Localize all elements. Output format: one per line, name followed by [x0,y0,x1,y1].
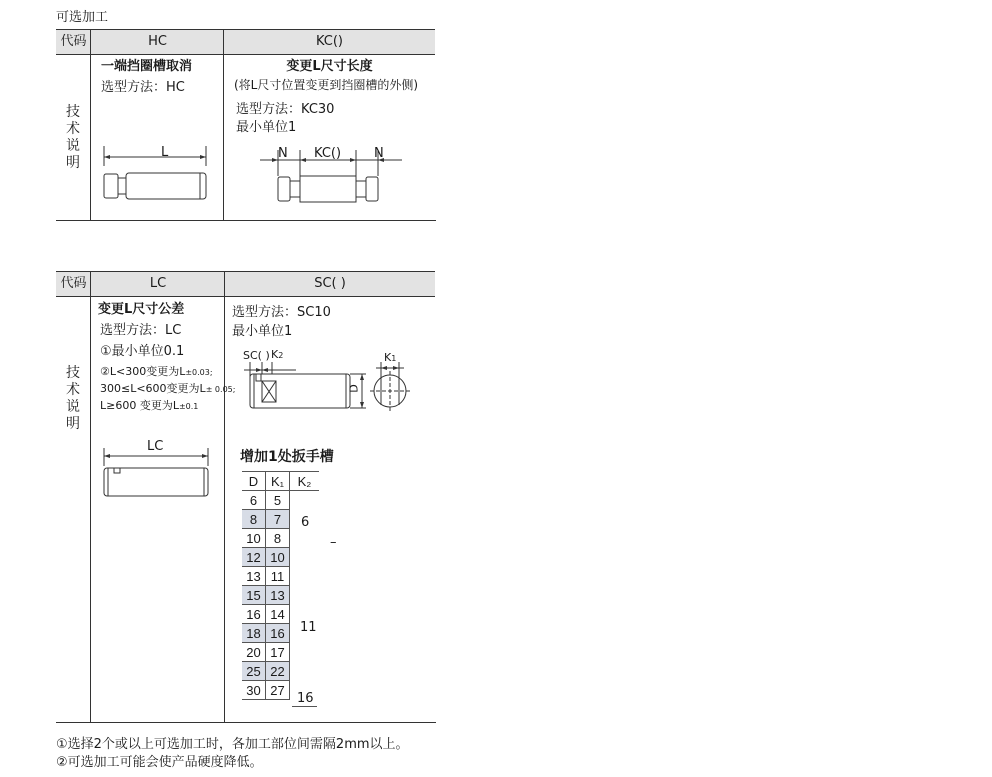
section2-side-label: 技术说明 [66,365,80,432]
table-cell-d: 30 [242,681,266,700]
table-cell-d: 6 [242,491,266,510]
table-cell-k2 [290,548,320,567]
table-cell-k2 [290,643,320,662]
section1-hc-header: HC [148,34,167,49]
table-cell-k1: 8 [266,529,290,548]
section2-divider [90,271,91,723]
hc-name: 一端挡圈槽取消 [101,59,193,74]
table-cell-k2 [290,529,320,548]
lc-note2-line1: ②L<300变更为L±0.03; [100,365,213,378]
wrench-slot-table [242,471,319,700]
footnote-2: ②可选加工可能会使产品硬度降低。 [56,755,263,770]
table-cell-k2 [290,567,320,586]
footnote-1: ①选择2个或以上可选加工时，各加工部位间需隔2mm以上。 [56,737,409,752]
hc-dim-label: L [161,145,169,160]
section2-divider [224,271,225,723]
table-header-k1: K₁ [266,472,290,491]
table-cell-k1: 7 [266,510,290,529]
section1-kc-header: KC() [315,34,344,49]
section1-divider [90,29,91,221]
sc-method: 选型方法：SC10 [232,305,331,320]
k2-group3: 16 [297,691,314,706]
sc-unit: 最小单位1 [232,324,293,339]
sc-dim-d: D [347,384,361,393]
table-cell-k1: 13 [266,586,290,605]
kc-method: 选型方法：KC30 [236,102,335,117]
sc-dim-k1: K1 [384,351,397,364]
table-cell-k1: 10 [266,548,290,567]
hc-method: 选型方法：HC [101,80,185,95]
table-cell-d: 10 [242,529,266,548]
table-cell-k1: 22 [266,662,290,681]
section1-bottom-border [56,220,436,221]
table-row [242,567,319,586]
table-cell-k1: 5 [266,491,290,510]
k2-group1: 6 [301,515,310,530]
table-cell-k1: 11 [266,567,290,586]
table-row [242,662,319,681]
section2-lc-header: LC [149,276,167,291]
section2-code-header: 代码 [60,276,87,291]
kc-dim-n-left: N [278,146,288,161]
table-cell-d: 8 [242,510,266,529]
wrench-slot-title: 增加1处扳手槽 [240,449,334,465]
kc-dim-kc: KC() [314,146,342,161]
sc-dim-sc: SC( ) [243,349,270,362]
lc-note2-line2: 300≤L<600变更为L± 0.05; [100,382,236,395]
table-row [242,491,319,510]
section1-side-label: 技术说明 [66,104,80,171]
table-cell-d: 15 [242,586,266,605]
table-cell-k1: 17 [266,643,290,662]
table-cell-d: 25 [242,662,266,681]
table-row [242,586,319,605]
lc-dim-label: LC [147,439,164,454]
table-cell-d: 20 [242,643,266,662]
k2-dash: – [330,535,337,550]
lc-method: 选型方法：LC [100,323,182,338]
k2-bottom-rule [292,706,317,707]
table-row [242,643,319,662]
section1-code-header: 代码 [60,34,87,49]
table-header-k2: K₂ [290,472,320,491]
table-header-d: D [242,472,266,491]
section2-sc-header: SC( ) [314,276,346,291]
table-cell-k1: 16 [266,624,290,643]
table-cell-k2 [290,662,320,681]
table-cell-d: 12 [242,548,266,567]
hc-pin-drawing [96,140,218,204]
kc-dim-n-right: N [374,146,384,161]
lc-note1: ①最小单位0.1 [100,344,185,359]
kc-name: 变更L尺寸长度 [286,59,373,74]
table-cell-k2 [290,586,320,605]
sc-dim-k2: K2 [271,348,284,361]
table-row [242,548,319,567]
table-cell-k2 [290,491,320,510]
table-cell-k1: 27 [266,681,290,700]
lc-name: 变更L尺寸公差 [98,302,185,317]
section2-bottom-border [56,722,436,723]
table-cell-k1: 14 [266,605,290,624]
table-cell-d: 13 [242,567,266,586]
kc-note: (将L尺寸位置变更到挡圈槽的外侧) [234,78,419,92]
kc-unit: 最小单位1 [236,120,297,135]
table-cell-d: 18 [242,624,266,643]
table-row [242,529,319,548]
page-title: 可选加工 [56,10,109,25]
lc-note2-line3: L≥600 变更为L±0.1 [100,399,199,412]
table-cell-d: 16 [242,605,266,624]
k2-group2: 11 [300,620,317,635]
sc-pin-drawing [240,356,430,418]
